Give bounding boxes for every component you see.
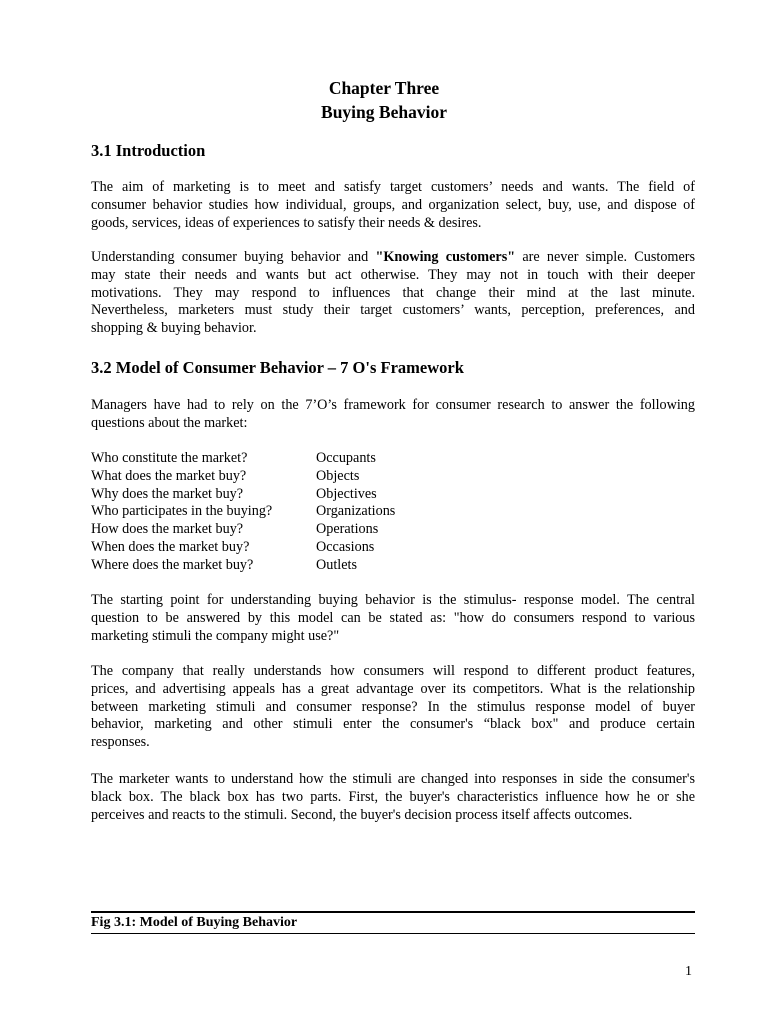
text-line: marketing stimuli the company might use?" [91, 627, 340, 644]
framework-question: Who constitute the market? [91, 450, 248, 466]
figure-caption: Fig 3.1: Model of Buying Behavior [91, 915, 298, 930]
text-line: Nevertheless, marketers must study their target customers’ wants, perception, preferences, and [91, 302, 695, 319]
section-heading-introduction: 3.1 Introduction [91, 141, 206, 160]
text-span: Understanding consumer buying behavior and [91, 249, 376, 265]
text-line: between marketing stimuli and consumer response? In the stimulus response model of buyer [91, 698, 695, 715]
text-line: The marketer wants to understand how the stimuli are changed into responses in side the consumer's [91, 771, 695, 787]
framework-answer: Occasions [316, 538, 375, 555]
framework-question: What does the market buy? [91, 467, 247, 484]
text-line: responses. [91, 734, 150, 751]
framework-question: Where does the market buy? [91, 556, 254, 573]
black-box-paragraph [91, 771, 695, 824]
section-heading-model: 3.2 Model of Consumer Behavior – 7 O's Framework [91, 358, 464, 377]
framework-answer: Operations [316, 521, 379, 538]
text-line [91, 249, 695, 267]
text-line: perceives and reacts to the stimuli. Second, the buyer's decision process itself affects outcomes. [91, 806, 633, 823]
text-line: shopping & buying behavior. [91, 320, 257, 337]
text-line: motivations. They may respond to influences that change their mind at the last minute. [91, 284, 695, 301]
chapter-title: Chapter Three [328, 78, 440, 98]
text-line: The company that really understands how consumers will respond to different product features, [91, 663, 695, 679]
text-line: goods, services, ideas of experiences to satisfy their needs & desires. [91, 214, 482, 231]
text-span: are never simple. Customers [515, 249, 695, 265]
framework-answer: Outlets [316, 556, 357, 573]
text-line: consumer behavior studies how individual, groups, and organization select, buy, use, and dispose of [91, 196, 695, 213]
knowing-customers-emphasis: "Knowing customers" [375, 249, 516, 265]
framework-answer: Objectives [316, 485, 377, 502]
framework-answer: Organizations [316, 503, 396, 520]
figure-bottom-rule [91, 933, 695, 934]
stimulus-response-paragraph [91, 592, 695, 645]
framework-intro-paragraph [91, 397, 695, 433]
company-understanding-paragraph [91, 663, 695, 752]
framework-question: How does the market buy? [91, 521, 244, 538]
intro-paragraph-1 [91, 179, 695, 232]
text-line: behavior, marketing and other stimuli enter the consumer's “black box" and produce certain [91, 716, 695, 733]
framework-question: Why does the market buy? [91, 485, 244, 502]
text-line: question to be answered by this model can be stated as: "how do consumers respond to various [91, 609, 695, 626]
text-line: The aim of marketing is to meet and satisfy target customers’ needs and wants. The field of [91, 179, 695, 195]
framework-answer: Objects [316, 467, 360, 484]
text-line: black box. The black box has two parts. First, the buyer's characteristics influence how he or she [91, 788, 695, 805]
text-line: may state their needs and wants but act otherwise. They may not in touch with their deeper [91, 266, 695, 283]
chapter-subtitle: Buying Behavior [321, 102, 447, 122]
framework-question: When does the market buy? [91, 538, 250, 555]
figure-top-rule [91, 911, 695, 913]
text-line: prices, and advertising appeals has a great advantage over its competitors. What is the relationship [91, 680, 695, 697]
framework-question: Who participates in the buying? [91, 503, 273, 520]
intro-paragraph-2 [91, 249, 695, 338]
page-number: 1 [685, 964, 692, 979]
text-line: Managers have had to rely on the 7’O’s framework for consumer research to answer the following [91, 397, 695, 413]
text-line: The starting point for understanding buying behavior is the stimulus- response model. The central [91, 592, 695, 608]
text-line: questions about the market: [91, 414, 248, 431]
framework-answer: Occupants [316, 450, 376, 466]
